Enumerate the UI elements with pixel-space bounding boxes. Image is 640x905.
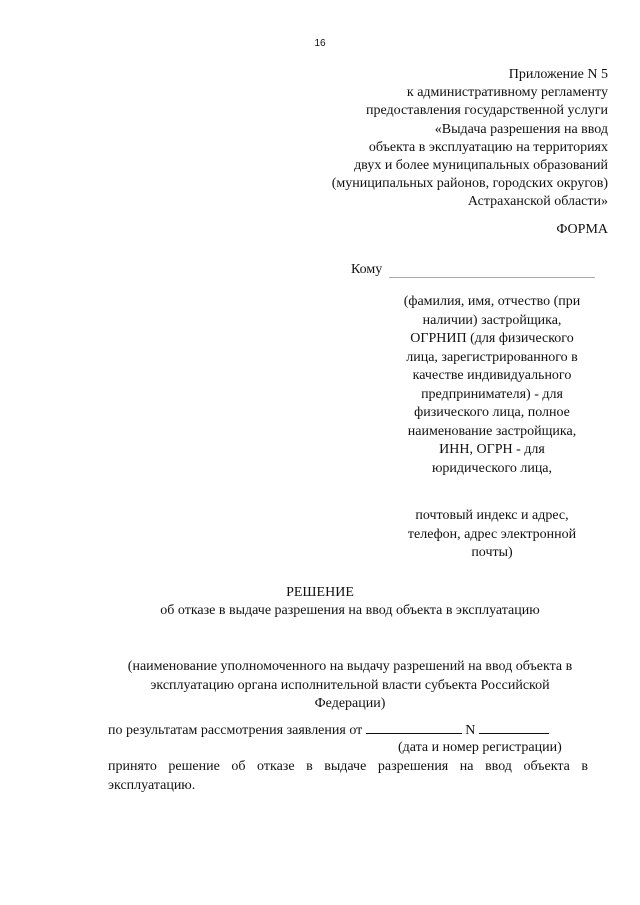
authority-hint-line: эксплуатацию органа исполнительной власти субъекта Российской [150,677,550,693]
document-title: РЕШЕНИЕ [286,585,354,600]
appendix-line: «Выдача разрешения на ввод [434,121,608,137]
address-hint [394,507,590,563]
appendix-line: (муниципальных районов, городских округов) [331,176,608,192]
recipient-hint-line: юридического лица, [431,460,553,476]
recipient-hint-line: ОГРНИП (для физического [410,331,574,346]
number-blank [479,721,549,734]
recipient-row [351,262,611,278]
recipient-hint-line: качестве индивидуального [412,368,572,383]
decision-text: принято решение об отказе в выдаче разрешения на ввод объекта в эксплуатацию. [108,759,588,793]
recipient-hint-line: лица, зарегистрированного в [406,349,578,365]
recipient-hint [394,293,590,478]
page-number: 16 [314,38,326,49]
authority-hint-line: (наименование уполномоченного на выдачу разрешений на ввод объекта в [127,659,573,674]
appendix-line: двух и более муниципальных образований [354,158,608,174]
appendix-line: объекта в эксплуатацию на территориях [368,139,608,155]
recipient-blank-line [389,277,595,278]
document-subtitle: об отказе в выдаче разрешения на ввод объекта в эксплуатацию [160,603,540,618]
recipient-hint-line: наименование застройщика, [407,423,577,439]
recipient-hint-line: ИНН, ОГРН - для [439,442,545,457]
appendix-line: к административному регламенту [406,85,608,101]
form-label: ФОРМА [556,222,608,237]
recipient-hint-line: физического лица, полное [414,405,570,420]
appendix-block [248,66,608,212]
authority-hint [105,658,595,714]
appendix-line: Астраханской области» [467,194,608,210]
appendix-line: Приложение N 5 [508,67,608,82]
address-hint-line: телефон, адрес электронной [407,526,577,542]
address-hint-line: почты) [471,545,513,560]
registration-hint: (дата и номер регистрации) [398,740,562,755]
number-label: N [465,723,476,738]
date-blank [366,721,462,734]
appendix-line: предоставления государственной услуги [366,103,608,119]
address-hint-line: почтовый индекс и адрес, [415,508,569,523]
recipient-hint-line: (фамилия, имя, отчество (при [403,294,581,309]
recipient-hint-line: предпринимателя) - для [421,386,563,402]
authority-hint-line: Федерации) [314,696,386,711]
result-prefix: по результатам рассмотрения заявления от [108,723,363,738]
recipient-label: Кому [351,262,383,277]
application-result-line [108,721,608,739]
recipient-hint-line: наличии) застройщика, [422,312,562,328]
